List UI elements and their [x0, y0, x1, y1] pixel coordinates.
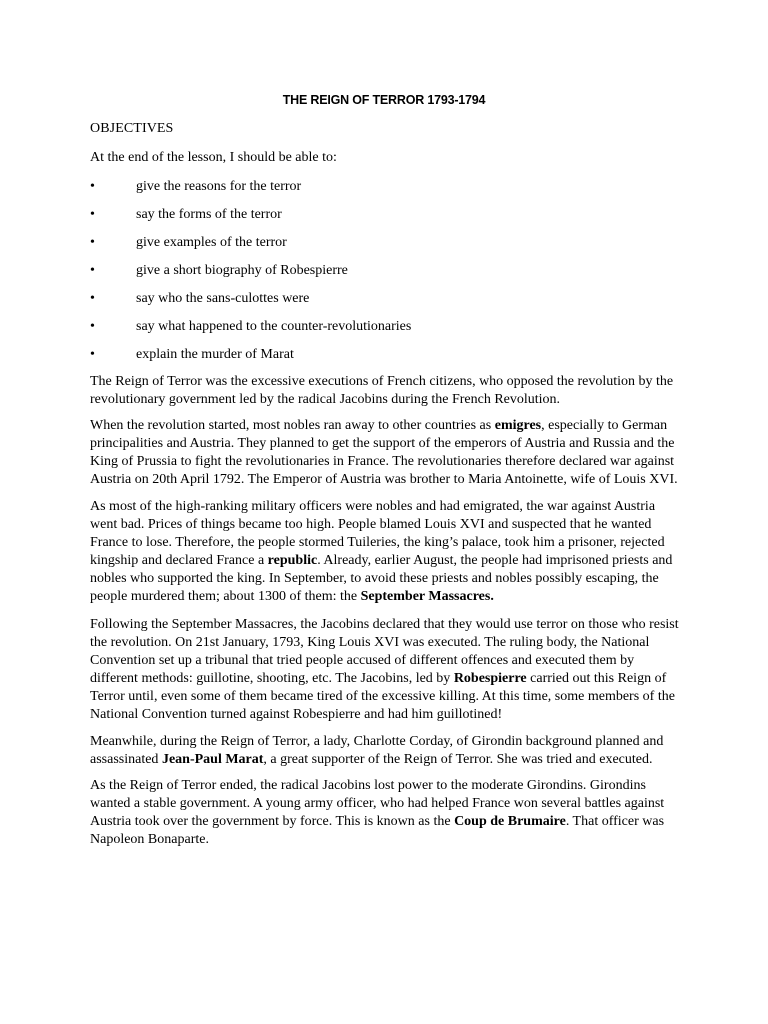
- paragraph-text: , especially to German principalities and Austria. They planned to get the support of the emperors of Austria and Russia and the King of Prussia to fight the revolutionaries in France. The revolutionaries therefore declared war against Austria on 20th April 1792. The Emperor of Austria was brother to Maria Antoinette, wife of Louis XVI.: [90, 418, 678, 487]
- list-item: [90, 234, 690, 262]
- list-item: [90, 318, 690, 346]
- paragraph-robespierre: [90, 616, 680, 724]
- list-item-text: give a short biography of Robespierre: [136, 263, 348, 278]
- paragraph-text: carried out this Reign of Terror until, even some of them became tired of the excessive killing. At this time, some members of the National Convention turned against Robespierre and had him guillotined!: [90, 671, 675, 722]
- bold-term-emigres: emigres: [494, 418, 542, 433]
- list-item-text: give the reasons for the terror: [136, 179, 302, 194]
- intro-text: At the end of the lesson, I should be able to:: [90, 150, 337, 165]
- list-item: [90, 206, 690, 234]
- paragraph-text: Meanwhile, during the Reign of Terror, a lady, Charlotte Corday, of Girondin background planned and assassinated: [90, 734, 664, 767]
- paragraph-marat: [90, 733, 680, 769]
- document-title: THE REIGN OF TERROR 1793-1794: [282, 93, 486, 107]
- list-item: [90, 290, 690, 318]
- paragraph-brumaire: [90, 777, 680, 849]
- objectives-list: [90, 178, 690, 374]
- paragraph-emigres: [90, 417, 680, 489]
- list-item-text: say the forms of the terror: [136, 207, 282, 222]
- list-item-text: give examples of the terror: [136, 235, 287, 250]
- bold-term-robespierre: Robespierre: [453, 671, 527, 686]
- list-item-text: say what happened to the counter-revolutionaries: [136, 319, 412, 334]
- paragraph-text: , a great supporter of the Reign of Terror. She was tried and executed.: [263, 752, 653, 767]
- bullet-icon: •: [90, 235, 95, 250]
- objectives-heading: OBJECTIVES: [90, 121, 174, 136]
- paragraph-definition: [90, 373, 680, 409]
- bullet-icon: •: [90, 179, 95, 194]
- bullet-icon: •: [90, 319, 95, 334]
- paragraph-september-massacres: [90, 498, 680, 606]
- paragraph-text: The Reign of Terror was the excessive executions of French citizens, who opposed the revolution by the revolutionary government led by the radical Jacobins during the French Revolution.: [90, 374, 674, 407]
- bold-term-marat: Jean-Paul Marat: [161, 752, 264, 767]
- list-item-text: explain the murder of Marat: [136, 347, 294, 362]
- bold-term-coup-de-brumaire: Coup de Brumaire: [454, 814, 566, 829]
- paragraph-text: When the revolution started, most nobles ran away to other countries as: [90, 418, 495, 433]
- bullet-icon: •: [90, 291, 95, 306]
- bold-term-republic: republic: [267, 553, 318, 568]
- list-item: [90, 262, 690, 290]
- list-item: [90, 346, 690, 374]
- paragraph-text: . Already, earlier August, the people had imprisoned priests and nobles who supported the king. In September, to avoid these priests and nobles possibly escaping, the people murdered them; about 1300 of them: the: [90, 553, 673, 604]
- paragraph-text: . That officer was Napoleon Bonaparte.: [90, 814, 665, 847]
- bullet-icon: •: [90, 263, 95, 278]
- bullet-icon: •: [90, 347, 95, 362]
- paragraph-text: As the Reign of Terror ended, the radical Jacobins lost power to the moderate Girondins. Girondins wanted a stable government. A young army officer, who had helped France won several battles against Austria took over the government by force. This is known as the: [90, 778, 665, 829]
- paragraph-text: Following the September Massacres, the Jacobins declared that they would use terror on those who resist the revolution. On 21st January, 1793, King Louis XVI was executed. The ruling body, the National Convention set up a tribunal that tried people accused of different offences and executed them by different methods: guillotine, shooting, etc. The Jacobins, led by: [90, 617, 679, 686]
- bold-term-september-massacres: September Massacres.: [360, 589, 494, 604]
- bullet-icon: •: [90, 207, 95, 222]
- list-item: [90, 178, 690, 206]
- paragraph-text: As most of the high-ranking military officers were nobles and had emigrated, the war against Austria went bad. Prices of things became too high. People blamed Louis XVI and suspected that he wanted France to lose. Therefore, the people stormed Tuileries, the king’s palace, took him a prisoner, rejected kingship and declared France a: [90, 499, 665, 568]
- list-item-text: say who the sans-culottes were: [136, 291, 310, 306]
